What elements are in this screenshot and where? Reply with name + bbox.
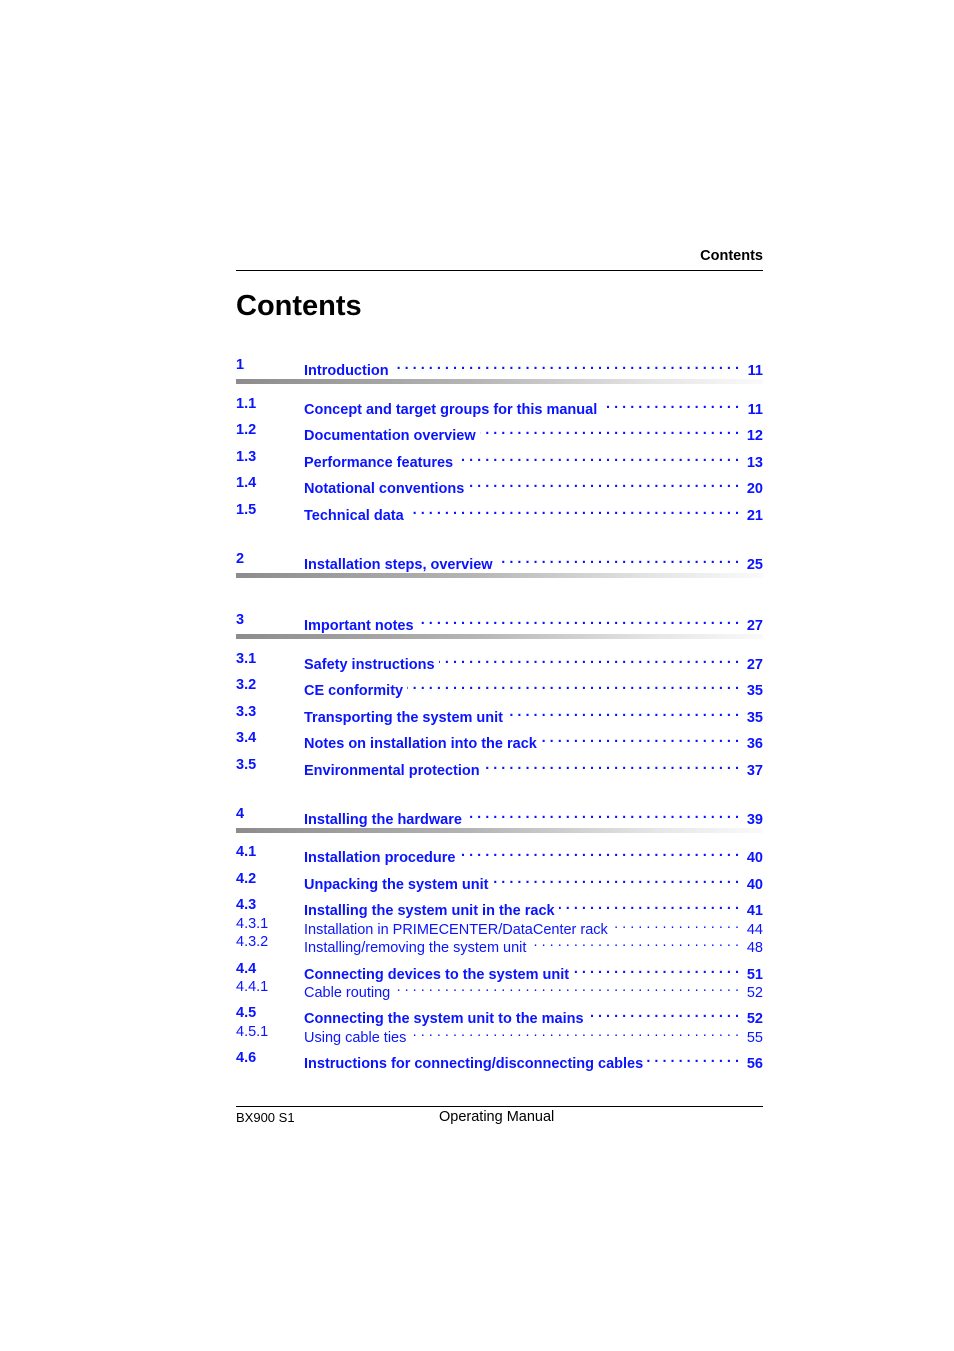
- toc-entry[interactable]: [236, 550, 763, 573]
- dot-leader: [530, 933, 739, 952]
- toc-entry[interactable]: [236, 843, 763, 866]
- toc-entry[interactable]: [236, 1023, 763, 1046]
- toc-entry-page: 11: [747, 402, 763, 418]
- toc-entry[interactable]: [236, 650, 763, 673]
- running-header: Contents: [700, 248, 763, 264]
- toc-entry-title: Instructions for connecting/disconnecting cables: [304, 1056, 644, 1072]
- toc-entry-page: 40: [746, 877, 763, 893]
- footer-product: BX900 S1: [236, 1110, 295, 1125]
- toc-entry-title: Installation procedure: [304, 850, 456, 866]
- toc-entry-page: 13: [746, 455, 763, 471]
- dot-leader: [418, 611, 739, 630]
- toc-entry-number: 3.5: [236, 757, 257, 773]
- dot-leader: [459, 843, 739, 862]
- dot-leader: [480, 421, 739, 440]
- toc-entry-page: 52: [746, 1011, 763, 1027]
- dot-leader: [507, 703, 739, 722]
- toc-entry[interactable]: [236, 870, 763, 893]
- dot-leader: [647, 1049, 739, 1068]
- toc-entry[interactable]: [236, 1049, 763, 1072]
- toc-entry-title: Installing the hardware: [304, 812, 462, 828]
- toc-entry-title: Installation in PRIMECENTER/DataCenter rack: [304, 922, 608, 938]
- toc-entry-title: CE conformity: [304, 683, 404, 699]
- toc-entry[interactable]: [236, 448, 763, 471]
- toc-entry[interactable]: [236, 933, 763, 956]
- toc-entry-number: 1.2: [236, 422, 257, 438]
- dot-leader: [484, 756, 739, 775]
- toc-entry-title: Performance features: [304, 455, 454, 471]
- toc-entry-page: 56: [746, 1056, 763, 1072]
- toc-entry-title: Safety instructions: [304, 657, 435, 673]
- chapter-divider: [236, 573, 763, 578]
- toc-entry-number: 1.5: [236, 502, 257, 518]
- header-rule: [236, 270, 763, 271]
- toc-entry-title: Important notes: [304, 618, 414, 634]
- toc-entry[interactable]: [236, 756, 763, 779]
- toc-entry-title: Connecting devices to the system unit: [304, 967, 570, 983]
- toc-entry-title: Installing the system unit in the rack: [304, 903, 555, 919]
- chapter-divider: [236, 828, 763, 833]
- toc-entry-page: 39: [746, 812, 763, 828]
- toc-entry-page: 51: [746, 967, 763, 983]
- toc-entry-number: 4: [236, 806, 245, 822]
- toc-entry-number: 4.5.1: [236, 1024, 269, 1040]
- toc-entry-page: 20: [746, 481, 763, 497]
- dot-leader: [541, 729, 739, 748]
- toc-entry-title: Concept and target groups for this manual: [304, 402, 598, 418]
- toc-entry-page: 44: [746, 922, 763, 938]
- toc-entry-page: 35: [746, 683, 763, 699]
- dot-leader: [588, 1004, 739, 1023]
- toc-entry-page: 37: [746, 763, 763, 779]
- dot-leader: [393, 356, 739, 375]
- toc-entry-number: 3.4: [236, 730, 257, 746]
- toc-entry-page: 40: [746, 850, 763, 866]
- chapter-divider: [236, 379, 763, 384]
- toc-entry-page: 41: [746, 903, 763, 919]
- toc-entry-number: 3: [236, 612, 245, 628]
- toc-entry-title: Notes on installation into the rack: [304, 736, 537, 752]
- toc-entry-page: 11: [747, 363, 763, 379]
- dot-leader: [468, 474, 739, 493]
- toc-entry-number: 4.2: [236, 871, 257, 887]
- toc-entry-title: Unpacking the system unit: [304, 877, 489, 893]
- footer-manual-title: Operating Manual: [439, 1109, 555, 1125]
- chapter-divider: [236, 634, 763, 639]
- toc-entry-number: 1: [236, 357, 245, 373]
- toc-entry-title: Environmental protection: [304, 763, 480, 779]
- toc-entry-title: Transporting the system unit: [304, 710, 503, 726]
- dot-leader: [493, 870, 739, 889]
- toc-entry-page: 48: [746, 940, 763, 956]
- dot-leader: [407, 676, 739, 695]
- toc-entry[interactable]: [236, 978, 763, 1001]
- toc-entry-number: 1.3: [236, 449, 257, 465]
- toc-entry-title: Documentation overview: [304, 428, 476, 444]
- toc-entry[interactable]: [236, 501, 763, 524]
- toc-entry-number: 4.6: [236, 1050, 257, 1066]
- toc-entry-title: Technical data: [304, 508, 404, 524]
- footer-rule: [236, 1106, 763, 1107]
- toc-entry-number: 4.4: [236, 961, 257, 977]
- toc-entry-page: 55: [746, 1030, 763, 1046]
- toc-entry[interactable]: [236, 729, 763, 752]
- toc-entry-number: 3.1: [236, 651, 257, 667]
- toc-entry-page: 35: [746, 710, 763, 726]
- toc-entry[interactable]: [236, 703, 763, 726]
- toc-entry-number: 4.3.2: [236, 934, 269, 950]
- toc-entry-number: 1.1: [236, 396, 257, 412]
- toc-entry-page: 21: [746, 508, 763, 524]
- dot-leader: [394, 978, 739, 997]
- toc-entry[interactable]: [236, 395, 763, 418]
- toc-entry-title: Cable routing: [304, 985, 391, 1001]
- toc-entry[interactable]: [236, 805, 763, 828]
- toc-entry[interactable]: [236, 611, 763, 634]
- dot-leader: [559, 896, 739, 915]
- dot-leader: [497, 550, 739, 569]
- toc-entry-number: 4.3.1: [236, 916, 269, 932]
- toc-entry-title: Installation steps, overview: [304, 557, 493, 573]
- toc-entry[interactable]: [236, 421, 763, 444]
- toc-entry[interactable]: [236, 356, 763, 379]
- toc-entry[interactable]: [236, 1004, 763, 1027]
- toc-entry-number: 2: [236, 551, 245, 567]
- toc-entry-number: 3.3: [236, 704, 257, 720]
- toc-entry-page: 52: [746, 985, 763, 1001]
- document-page: [236, 0, 763, 1351]
- toc-entry-page: 27: [746, 657, 763, 673]
- toc-entry-number: 4.4.1: [236, 979, 269, 995]
- toc-entry-page: 12: [746, 428, 763, 444]
- toc-entry-title: Installing/removing the system unit: [304, 940, 527, 956]
- toc-entry-number: 3.2: [236, 677, 257, 693]
- toc-entry-page: 27: [746, 618, 763, 634]
- toc-entry[interactable]: [236, 915, 763, 938]
- dot-leader: [466, 805, 739, 824]
- toc-entry-title: Notational conventions: [304, 481, 465, 497]
- toc-entry[interactable]: [236, 676, 763, 699]
- toc-entry-page: 25: [746, 557, 763, 573]
- toc-entry-number: 4.5: [236, 1005, 257, 1021]
- toc-entry-number: 4.1: [236, 844, 257, 860]
- dot-leader: [573, 960, 739, 979]
- toc-entry-title: Connecting the system unit to the mains: [304, 1011, 584, 1027]
- toc-entry[interactable]: [236, 960, 763, 983]
- toc-entry-title: Using cable ties: [304, 1030, 407, 1046]
- dot-leader: [439, 650, 739, 669]
- toc-entry[interactable]: [236, 896, 763, 919]
- dot-leader: [408, 501, 739, 520]
- dot-leader: [457, 448, 739, 467]
- toc-entry[interactable]: [236, 474, 763, 497]
- toc-entry-title: Introduction: [304, 363, 389, 379]
- toc-entry-number: 4.3: [236, 897, 257, 913]
- toc-entry-page: 36: [746, 736, 763, 752]
- dot-leader: [601, 395, 739, 414]
- dot-leader: [410, 1023, 739, 1042]
- dot-leader: [612, 915, 739, 934]
- page-title: Contents: [236, 290, 362, 322]
- toc-entry-number: 1.4: [236, 475, 257, 491]
